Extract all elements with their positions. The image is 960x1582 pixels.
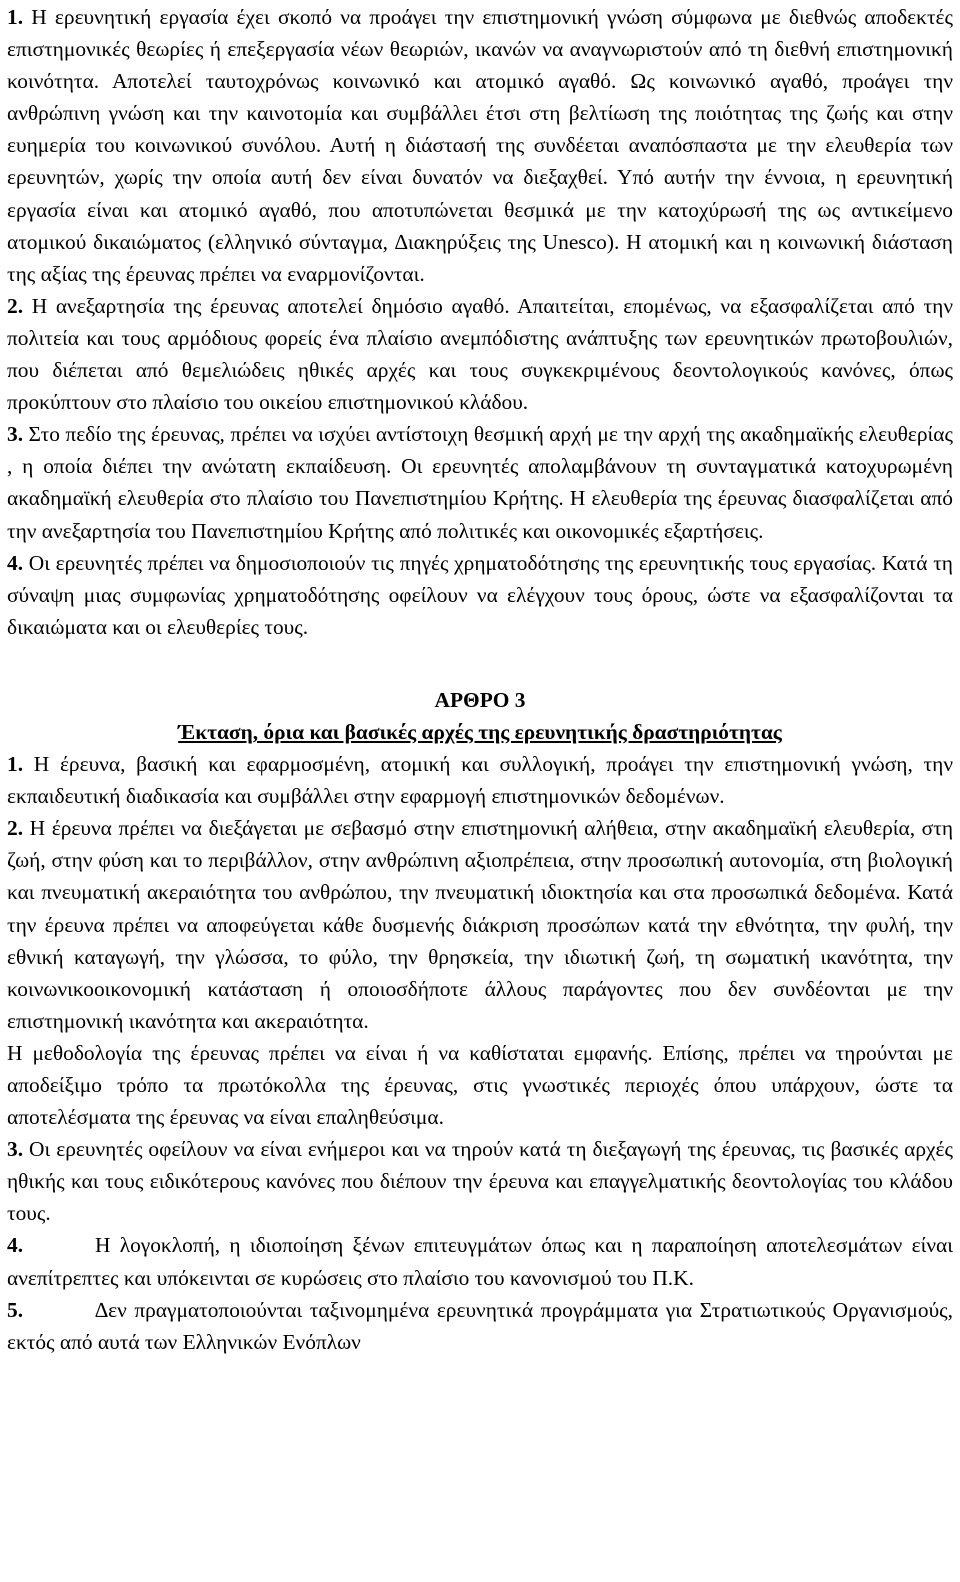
paragraph-text: Η ερευνητική εργασία έχει σκοπό να προάγει την επιστημονική γνώση σύμφωνα με διεθνώς αποδεκτές επιστημονικές θεωρίες ή επεξεργασία νέων θεωριών, ικανών να αναγνωριστούν από τη διεθνή επιστημονική κοινότητα. Αποτελεί ταυτοχρόνως κοινωνικό και ατομικό αγαθό. Ως κοινωνικό αγαθό, προάγει την ανθρώπινη γνώση και την καινοτομία και συμβάλλει έτσι στη βελτίωση της ποιότητας της ζωής και στην ευημερία του κοινωνικού συνόλου. Αυτή η διάστασή της συνδέεται αναπόσπαστα με την ελευθερία των ερευνητών, χωρίς την οποία αυτή δεν είναι δυνατόν να διεξαχθεί. Υπό αυτήν την έννοια, η ερευνητική εργασία είναι και ατομικό αγαθό, που αποτυπώνεται θεσμικά με την κατοχύρωσή της ως αντικείμενο ατομικού δικαιώματος (ελληνικό σύνταγμα, ∆ιακηρύξεις της Unesco). Η ατομική και η κοινωνική διάσταση της αξίας της έρευνας πρέπει να εναρμονίζονται. — [7, 5, 953, 286]
paragraph-number: 2. — [7, 293, 24, 318]
paragraph-text: Στο πεδίο της έρευνας, πρέπει να ισχύει αντίστοιχη θεσμική αρχή με την αρχή της ακαδημαϊκής ελευθερίας , η οποία διέπει την ανώτατη εκπαίδευση. Οι ερευνητές απολαμβάνουν τη συνταγματικά κατοχυρωμένη ακαδημαϊκή ελευθερία στο πλαίσιο του Πανεπιστημίου Κρήτης. Η ελευθερία της έρευνας διασφαλίζεται από την ανεξαρτησία του Πανεπιστημίου Κρήτης από πολιτικές και οικονομικές εξαρτήσεις. — [7, 422, 953, 543]
article-paragraph-4 — [7, 1229, 953, 1293]
paragraph-1 — [7, 1, 953, 290]
paragraph-4 — [7, 547, 953, 643]
paragraph-number: 1. — [7, 5, 24, 29]
document-page — [0, 1, 960, 1582]
paragraph-text: Η λογοκλοπή, η ιδιοποίηση ξένων επιτευγμάτων όπως και η παραποίηση αποτελεσμάτων είναι ανεπίτρεπτες και υπόκεινται σε κυρώσεις στο πλαίσιο του κανονισμού του Π.Κ. — [7, 1233, 953, 1290]
paragraph-number: 5. — [7, 1297, 24, 1322]
article-paragraph-1 — [7, 748, 953, 812]
paragraph-text: Η ανεξαρτησία της έρευνας αποτελεί δημόσιο αγαθό. Απαιτείται, επομένως, να εξασφαλίζεται από την πολιτεία και τους αρμόδιους φορείς ένα πλαίσιο ανεμπόδιστης ανάπτυξης των ερευνητικών πρωτοβουλιών, που διέπεται από θεμελιώδεις ηθικές αρχές και τους συγκεκριμένους δεοντολογικούς κανόνες, όπως προκύπτουν στο πλαίσιο του οικείου επιστημονικού κλάδου. — [7, 293, 953, 415]
paragraph-text: Η έρευνα, βασική και εφαρμοσμένη, ατομική και συλλογική, προάγει την επιστημονική γνώση, την εκπαιδευτική διαδικασία και συμβάλλει στην εφαρμογή επιστημονικών δεδομένων. — [7, 752, 953, 809]
paragraph-2 — [7, 290, 953, 418]
paragraph-number: 3. — [7, 422, 24, 447]
article-heading: ΑΡΘΡΟ 3 — [434, 687, 526, 712]
paragraph-3 — [7, 418, 953, 546]
paragraph-text: Οι ερευνητές οφείλουν να είναι ενήμεροι και να τηρούν κατά τη διεξαγωγή της έρευνας, τις βασικές αρχές ηθικής και τους ειδικότερους κανόνες που διέπουν την έρευνα και επαγγελματικής δεοντολογίας του κλάδου τους. — [7, 1137, 953, 1226]
paragraph-text: ∆εν πραγματοποιούνται ταξινομημένα ερευνητικά προγράμματα για Στρατιωτικούς Οργανισμούς, εκτός από αυτά των Ελληνικών Ενόπλων — [7, 1297, 953, 1354]
paragraph-text: Οι ερευνητές πρέπει να δημοσιοποιούν τις πηγές χρηματοδότησης της ερευνητικής τους εργασίας. Κατά τη σύναψη μιας συμφωνίας χρηματοδότησης οφείλουν να ελέγχουν τους όρους, ώστε να εξασφαλίζονται τα δικαιώματα και οι ελευθερίες τους. — [7, 550, 953, 639]
article-paragraph-2-continued: Η μεθοδολογία της έρευνας πρέπει να είναι ή να καθίσταται εμφανής. Επίσης, πρέπει να τηρούνται με αποδείξιμο τρόπο τα πρωτόκολλα της έρευνας, στις γνωστικές περιοχές όπου υπάρχουν, ώστε τα αποτελέσματα της έρευνας να είναι επαληθεύσιμα. — [7, 1040, 953, 1130]
paragraph-number: 4. — [7, 1233, 24, 1258]
article-subtitle: Έκταση, όρια και βασικές αρχές της ερευνητικής δραστηριότητας — [178, 719, 782, 744]
paragraph-number: 3. — [7, 1137, 24, 1162]
paragraph-number: 4. — [7, 550, 24, 575]
paragraph-text: Η έρευνα πρέπει να διεξάγεται με σεβασμό στην επιστημονική αλήθεια, στην ακαδημαϊκή ελευθερία, στη ζωή, στην φύση και το περιβάλλον, στην ανθρώπινη αξιοπρέπεια, στην προσωπική αυτονομία, στη βιολογική και πνευματική ακεραιότητα του ανθρώπου, την πνευματική ιδιοκτησία και στα προσωπικά δεδομένα. Κατά την έρευνα πρέπει να αποφεύγεται κάθε δυσμενής διάκριση προσώπων κατά την εθνότητα, την φυλή, την εθνική καταγωγή, την γλώσσα, το φύλο, την θρησκεία, την ιδιωτική ζωή, τη σωματική ικανότητα, την κοινωνικοοικονομική κατάσταση ή οποιοσδήποτε άλλους παράγοντες που δεν συνδέονται με την επιστημονική ικανότητα και ακεραιότητα. — [7, 816, 953, 1033]
paragraph-number: 1. — [7, 752, 24, 777]
paragraph-number: 2. — [7, 816, 24, 841]
article-paragraph-2 — [7, 812, 953, 1037]
section-spacer — [7, 643, 953, 684]
article-paragraph-5 — [7, 1294, 953, 1358]
article-paragraph-3 — [7, 1133, 953, 1229]
